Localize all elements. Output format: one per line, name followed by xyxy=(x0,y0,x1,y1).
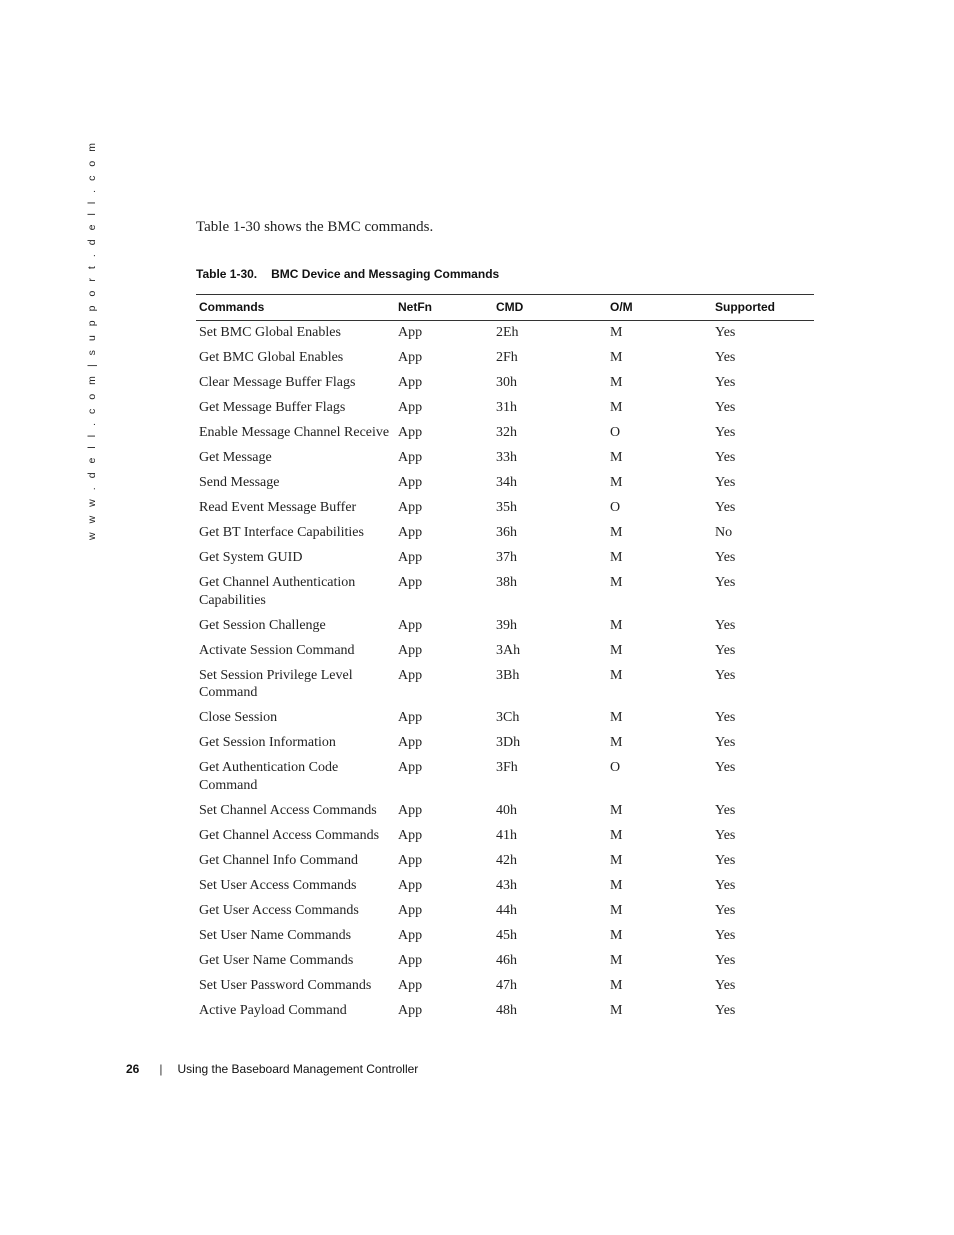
cell-supported: Yes xyxy=(715,902,736,918)
cell-om: M xyxy=(610,952,623,968)
cell-cmd: 34h xyxy=(496,475,517,490)
cell-om: M xyxy=(610,977,623,993)
cell-om: M xyxy=(610,475,623,490)
cell-supported: Yes xyxy=(715,575,736,590)
cell-cmd: 44h xyxy=(496,902,517,918)
intro-paragraph: Table 1-30 shows the BMC commands. xyxy=(196,219,434,235)
cell-commands: Get Channel Access Commands xyxy=(199,827,380,843)
cell-om: M xyxy=(610,642,623,658)
cell-netfn: App xyxy=(398,550,423,565)
cell-commands: Get Message xyxy=(199,450,272,465)
cell-commands: Get BT Interface Capabilities xyxy=(199,525,364,540)
table-caption xyxy=(196,267,499,281)
cell-supported: Yes xyxy=(715,500,736,515)
table-caption-label: Table 1-30. xyxy=(196,267,258,281)
column-header-supported: Supported xyxy=(712,295,814,321)
cell-cmd: 42h xyxy=(496,852,517,868)
table-row xyxy=(196,522,814,547)
cell-commands: Send Message xyxy=(199,475,280,490)
cell-supported: Yes xyxy=(715,952,736,968)
cell-commands: Set User Password Commands xyxy=(199,977,372,993)
cell-commands: Close Session xyxy=(199,710,278,725)
cell-commands: Clear Message Buffer Flags xyxy=(199,375,356,390)
cell-supported: Yes xyxy=(715,350,736,365)
cell-netfn: App xyxy=(398,802,423,818)
cell-commands: Get Authentication Code Command xyxy=(199,760,339,793)
cell-supported: Yes xyxy=(715,642,736,658)
cell-commands: Set User Name Commands xyxy=(199,927,352,943)
page-footer xyxy=(126,1062,418,1076)
table-row xyxy=(196,1000,814,1025)
column-header-cmd: CMD xyxy=(493,295,607,321)
cell-netfn: App xyxy=(398,375,423,390)
cell-commands: Get Session Information xyxy=(199,735,336,750)
cell-om: M xyxy=(610,525,623,540)
cell-netfn: App xyxy=(398,852,423,868)
table-header xyxy=(196,295,814,321)
cell-cmd: 2Fh xyxy=(496,350,518,365)
cell-netfn: App xyxy=(398,952,423,968)
cell-netfn: App xyxy=(398,667,423,683)
footer-separator: | xyxy=(159,1062,163,1076)
cell-supported: Yes xyxy=(715,425,736,440)
cell-om: M xyxy=(610,375,623,390)
cell-cmd: 46h xyxy=(496,952,517,968)
cell-netfn: App xyxy=(398,1002,423,1018)
cell-netfn: App xyxy=(398,617,423,633)
cell-om: M xyxy=(610,400,623,415)
table-row xyxy=(196,497,814,522)
cell-netfn: App xyxy=(398,425,423,440)
cell-om: M xyxy=(610,852,623,868)
cell-cmd: 3Bh xyxy=(496,667,520,683)
cell-cmd: 32h xyxy=(496,425,517,440)
cell-commands: Get Channel Info Command xyxy=(199,852,359,868)
cell-commands: Get System GUID xyxy=(199,550,303,565)
cell-commands: Enable Message Channel Receive xyxy=(199,425,390,440)
table-body xyxy=(196,321,814,1025)
table-row xyxy=(196,950,814,975)
cell-netfn: App xyxy=(398,475,423,490)
table-row xyxy=(196,447,814,472)
table-row xyxy=(196,372,814,397)
cell-commands: Get Channel Authentication Capabilities xyxy=(199,575,356,608)
cell-om: M xyxy=(610,735,623,750)
cell-netfn: App xyxy=(398,325,423,340)
cell-supported: Yes xyxy=(715,735,736,750)
cell-netfn: App xyxy=(398,450,423,465)
cell-supported: Yes xyxy=(715,550,736,565)
cell-supported: Yes xyxy=(715,827,736,843)
cell-om: M xyxy=(610,927,623,943)
cell-cmd: 3Fh xyxy=(496,760,518,775)
table-row xyxy=(196,800,814,825)
table-row xyxy=(196,757,814,800)
cell-commands: Get BMC Global Enables xyxy=(199,350,344,365)
cell-cmd: 3Ch xyxy=(496,710,520,725)
table-row xyxy=(196,547,814,572)
cell-om: M xyxy=(610,617,623,633)
cell-cmd: 36h xyxy=(496,525,517,540)
cell-commands: Set Session Privilege Level Command xyxy=(199,667,353,700)
table-row xyxy=(196,707,814,732)
table-row xyxy=(196,925,814,950)
cell-netfn: App xyxy=(398,927,423,943)
cell-cmd: 37h xyxy=(496,550,517,565)
cell-supported: Yes xyxy=(715,475,736,490)
cell-om: M xyxy=(610,575,623,590)
table-row xyxy=(196,572,814,615)
table-caption-title: BMC Device and Messaging Commands xyxy=(271,267,500,281)
column-header-commands: Commands xyxy=(196,295,395,321)
cell-netfn: App xyxy=(398,642,423,658)
table-row xyxy=(196,321,814,348)
cell-netfn: App xyxy=(398,500,423,515)
cell-om: O xyxy=(610,425,621,440)
cell-netfn: App xyxy=(398,525,423,540)
cell-commands: Set User Access Commands xyxy=(199,877,357,893)
cell-cmd: 31h xyxy=(496,400,517,415)
cell-commands: Set BMC Global Enables xyxy=(199,325,341,340)
cell-om: M xyxy=(610,802,623,818)
cell-cmd: 3Ah xyxy=(496,642,521,658)
cell-cmd: 30h xyxy=(496,375,517,390)
cell-netfn: App xyxy=(398,877,423,893)
cell-commands: Get User Name Commands xyxy=(199,952,354,968)
cell-supported: Yes xyxy=(715,667,736,683)
table-row xyxy=(196,640,814,665)
table-row xyxy=(196,825,814,850)
column-header-om: O/M xyxy=(607,295,712,321)
cell-supported: Yes xyxy=(715,375,736,390)
side-url-text: w w w . d e l l . c o m | s u p p o r t . d e l l . c o m xyxy=(86,139,98,541)
cell-supported: Yes xyxy=(715,710,736,725)
cell-om: M xyxy=(610,1002,623,1018)
table-row xyxy=(196,900,814,925)
cell-netfn: App xyxy=(398,977,423,993)
table-row xyxy=(196,422,814,447)
table-row xyxy=(196,875,814,900)
table-row xyxy=(196,975,814,1000)
side-url-banner xyxy=(83,139,101,541)
cell-cmd: 47h xyxy=(496,977,517,993)
cell-commands: Set Channel Access Commands xyxy=(199,802,377,818)
cell-cmd: 45h xyxy=(496,927,517,943)
cell-supported: Yes xyxy=(715,927,736,943)
cell-om: M xyxy=(610,827,623,843)
cell-cmd: 43h xyxy=(496,877,517,893)
cell-om: M xyxy=(610,325,623,340)
cell-commands: Read Event Message Buffer xyxy=(199,500,357,515)
cell-netfn: App xyxy=(398,350,423,365)
cell-cmd: 41h xyxy=(496,827,517,843)
cell-om: O xyxy=(610,760,621,775)
page-number: 26 xyxy=(126,1062,140,1076)
cell-om: M xyxy=(610,877,623,893)
cell-om: M xyxy=(610,450,623,465)
cell-netfn: App xyxy=(398,827,423,843)
footer-section-title: Using the Baseboard Management Controller xyxy=(177,1062,419,1076)
bmc-commands-table xyxy=(196,294,814,1025)
cell-netfn: App xyxy=(398,735,423,750)
column-header-netfn: NetFn xyxy=(395,295,493,321)
cell-supported: Yes xyxy=(715,400,736,415)
cell-netfn: App xyxy=(398,760,423,775)
cell-supported: Yes xyxy=(715,450,736,465)
cell-supported: Yes xyxy=(715,1002,736,1018)
cell-supported: Yes xyxy=(715,617,736,633)
table-row xyxy=(196,850,814,875)
cell-om: M xyxy=(610,550,623,565)
cell-om: M xyxy=(610,667,623,683)
cell-netfn: App xyxy=(398,710,423,725)
cell-cmd: 35h xyxy=(496,500,517,515)
cell-commands: Activate Session Command xyxy=(199,642,355,658)
cell-om: M xyxy=(610,350,623,365)
cell-supported: Yes xyxy=(715,877,736,893)
cell-supported: Yes xyxy=(715,325,736,340)
cell-netfn: App xyxy=(398,400,423,415)
cell-supported: Yes xyxy=(715,760,736,775)
cell-om: O xyxy=(610,500,621,515)
table-row xyxy=(196,397,814,422)
cell-commands: Active Payload Command xyxy=(199,1002,347,1018)
cell-supported: Yes xyxy=(715,802,736,818)
table-row xyxy=(196,472,814,497)
cell-om: M xyxy=(610,902,623,918)
cell-supported: Yes xyxy=(715,852,736,868)
table-header-row xyxy=(196,295,814,321)
cell-cmd: 2Eh xyxy=(496,325,519,340)
table-row xyxy=(196,615,814,640)
cell-cmd: 40h xyxy=(496,802,517,818)
cell-netfn: App xyxy=(398,902,423,918)
table-row xyxy=(196,665,814,708)
cell-supported: Yes xyxy=(715,977,736,993)
table-row xyxy=(196,347,814,372)
cell-cmd: 39h xyxy=(496,617,517,633)
cell-supported: No xyxy=(715,525,733,540)
cell-cmd: 3Dh xyxy=(496,735,521,750)
cell-netfn: App xyxy=(398,575,423,590)
cell-cmd: 38h xyxy=(496,575,517,590)
cell-commands: Get Message Buffer Flags xyxy=(199,400,346,415)
table-row xyxy=(196,732,814,757)
cell-commands: Get User Access Commands xyxy=(199,902,359,918)
cell-cmd: 48h xyxy=(496,1002,517,1018)
cell-om: M xyxy=(610,710,623,725)
cell-cmd: 33h xyxy=(496,450,517,465)
cell-commands: Get Session Challenge xyxy=(199,617,326,633)
